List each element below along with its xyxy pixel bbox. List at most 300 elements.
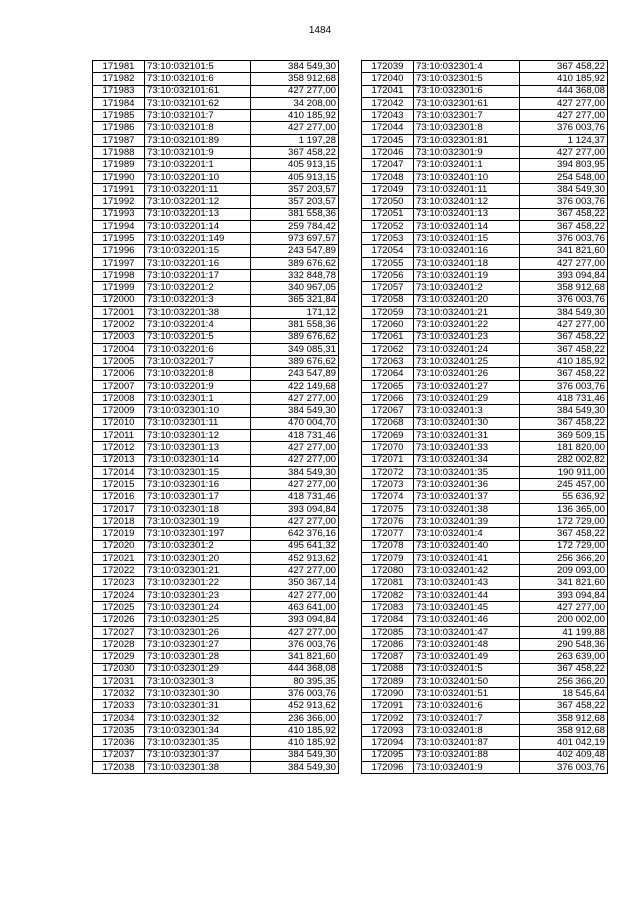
cadastral-number-cell: 73:10:032401:7 <box>414 712 520 724</box>
cadastral-number-cell: 73:10:032401:19 <box>414 270 520 282</box>
record-number-cell: 172080 <box>362 565 414 577</box>
value-cell: 254 548,00 <box>520 171 608 183</box>
table-row <box>362 602 608 614</box>
record-number-cell: 172053 <box>362 233 414 245</box>
table-row <box>362 220 608 232</box>
value-cell: 427 277,00 <box>520 319 608 331</box>
value-cell: 427 277,00 <box>520 257 608 269</box>
table-row <box>362 761 608 773</box>
cadastral-number-cell: 73:10:032401:22 <box>414 319 520 331</box>
record-number-cell: 172063 <box>362 356 414 368</box>
value-cell: 427 277,00 <box>251 589 339 601</box>
cadastral-number-cell: 73:10:032301:28 <box>145 651 251 663</box>
table-row <box>362 97 608 109</box>
table-row <box>93 245 339 257</box>
cadastral-number-cell: 73:10:032301:5 <box>414 73 520 85</box>
cadastral-number-cell: 73:10:032201:5 <box>145 331 251 343</box>
table-row <box>362 540 608 552</box>
table-row <box>93 393 339 405</box>
cadastral-number-cell: 73:10:032401:51 <box>414 688 520 700</box>
value-cell: 209 093,00 <box>520 565 608 577</box>
table-row <box>362 479 608 491</box>
table-row <box>362 405 608 417</box>
value-cell: 427 277,00 <box>251 515 339 527</box>
record-number-cell: 171986 <box>93 122 145 134</box>
value-cell: 376 003,76 <box>520 233 608 245</box>
table-row <box>362 356 608 368</box>
cadastral-number-cell: 73:10:032301:23 <box>145 589 251 601</box>
record-number-cell: 172075 <box>362 503 414 515</box>
table-row <box>93 417 339 429</box>
cadastral-number-cell: 73:10:032201:1 <box>145 159 251 171</box>
table-row <box>93 134 339 146</box>
value-cell: 384 549,30 <box>251 405 339 417</box>
cadastral-number-cell: 73:10:032401:26 <box>414 368 520 380</box>
cadastral-number-cell: 73:10:032401:20 <box>414 294 520 306</box>
value-cell: 427 277,00 <box>520 147 608 159</box>
cadastral-number-cell: 73:10:032401:3 <box>414 405 520 417</box>
value-cell: 243 547,89 <box>251 245 339 257</box>
record-number-cell: 172077 <box>362 528 414 540</box>
table-row <box>362 171 608 183</box>
table-row <box>93 331 339 343</box>
cadastral-number-cell: 73:10:032401:31 <box>414 429 520 441</box>
table-row <box>362 577 608 589</box>
table-row <box>362 589 608 601</box>
table-row <box>93 466 339 478</box>
table-row <box>93 147 339 159</box>
record-number-cell: 172009 <box>93 405 145 417</box>
cadastral-number-cell: 73:10:032301:15 <box>145 466 251 478</box>
cadastral-number-cell: 73:10:032301:25 <box>145 614 251 626</box>
record-number-cell: 172025 <box>93 602 145 614</box>
table-row <box>362 491 608 503</box>
value-cell: 181 820,00 <box>520 442 608 454</box>
record-number-cell: 172071 <box>362 454 414 466</box>
table-row <box>93 73 339 85</box>
table-row <box>93 503 339 515</box>
value-cell: 282 002,82 <box>520 454 608 466</box>
value-cell: 384 549,30 <box>251 761 339 773</box>
value-cell: 381 558,36 <box>251 208 339 220</box>
value-cell: 367 458,22 <box>520 61 608 73</box>
cadastral-number-cell: 73:10:032201:8 <box>145 368 251 380</box>
cadastral-number-cell: 73:10:032101:62 <box>145 97 251 109</box>
cadastral-number-cell: 73:10:032101:8 <box>145 122 251 134</box>
record-number-cell: 172005 <box>93 356 145 368</box>
table-row <box>362 565 608 577</box>
table-row <box>93 540 339 552</box>
table-row <box>362 331 608 343</box>
value-cell: 405 913,15 <box>251 159 339 171</box>
table-row <box>93 577 339 589</box>
table-row <box>93 220 339 232</box>
value-cell: 367 458,22 <box>520 417 608 429</box>
value-cell: 18 545,64 <box>520 688 608 700</box>
cadastral-number-cell: 73:10:032301:19 <box>145 515 251 527</box>
record-number-cell: 171995 <box>93 233 145 245</box>
table-row <box>362 73 608 85</box>
record-number-cell: 172068 <box>362 417 414 429</box>
cadastral-number-cell: 73:10:032301:7 <box>414 110 520 122</box>
table-row <box>93 61 339 73</box>
table-row <box>362 270 608 282</box>
cadastral-number-cell: 73:10:032201:13 <box>145 208 251 220</box>
record-number-cell: 172026 <box>93 614 145 626</box>
cadastral-number-cell: 73:10:032301:27 <box>145 638 251 650</box>
value-cell: 340 967,05 <box>251 282 339 294</box>
cadastral-number-cell: 73:10:032201:14 <box>145 220 251 232</box>
record-number-cell: 172083 <box>362 602 414 614</box>
record-number-cell: 172027 <box>93 626 145 638</box>
value-cell: 341 821,60 <box>520 577 608 589</box>
value-cell: 418 731,46 <box>251 491 339 503</box>
table-row <box>362 737 608 749</box>
record-number-cell: 172042 <box>362 97 414 109</box>
value-cell: 410 185,92 <box>251 725 339 737</box>
cadastral-number-cell: 73:10:032401:33 <box>414 442 520 454</box>
cadastral-number-cell: 73:10:032401:45 <box>414 602 520 614</box>
value-cell: 495 641,32 <box>251 540 339 552</box>
cadastral-number-cell: 73:10:032301:11 <box>145 417 251 429</box>
cadastral-number-cell: 73:10:032301:10 <box>145 405 251 417</box>
record-number-cell: 172073 <box>362 479 414 491</box>
cadastral-number-cell: 73:10:032401:50 <box>414 675 520 687</box>
value-cell: 389 676,62 <box>251 257 339 269</box>
left-data-table <box>92 60 339 774</box>
table-row <box>362 380 608 392</box>
value-cell: 427 277,00 <box>251 393 339 405</box>
value-cell: 341 821,60 <box>520 245 608 257</box>
cadastral-number-cell: 73:10:032401:49 <box>414 651 520 663</box>
value-cell: 463 641,00 <box>251 602 339 614</box>
record-number-cell: 172090 <box>362 688 414 700</box>
table-row <box>362 85 608 97</box>
cadastral-number-cell: 73:10:032201:6 <box>145 343 251 355</box>
cadastral-number-cell: 73:10:032401:35 <box>414 466 520 478</box>
value-cell: 263 639,00 <box>520 651 608 663</box>
value-cell: 80 395,35 <box>251 675 339 687</box>
table-row <box>93 306 339 318</box>
table-row <box>93 638 339 650</box>
cadastral-number-cell: 73:10:032401:23 <box>414 331 520 343</box>
cadastral-number-cell: 73:10:032301:13 <box>145 442 251 454</box>
table-row <box>93 368 339 380</box>
table-row <box>93 589 339 601</box>
record-number-cell: 172019 <box>93 528 145 540</box>
value-cell: 367 458,22 <box>520 368 608 380</box>
value-cell: 376 003,76 <box>520 380 608 392</box>
page-number: 1484 <box>308 25 332 36</box>
value-cell: 367 458,22 <box>520 663 608 675</box>
value-cell: 393 094,84 <box>520 589 608 601</box>
value-cell: 401 042,19 <box>520 737 608 749</box>
record-number-cell: 171994 <box>93 220 145 232</box>
value-cell: 393 094,84 <box>251 614 339 626</box>
record-number-cell: 172093 <box>362 725 414 737</box>
table-row <box>362 196 608 208</box>
value-cell: 427 277,00 <box>251 454 339 466</box>
record-number-cell: 172007 <box>93 380 145 392</box>
record-number-cell: 172092 <box>362 712 414 724</box>
table-row <box>362 688 608 700</box>
record-number-cell: 172001 <box>93 306 145 318</box>
cadastral-number-cell: 73:10:032401:34 <box>414 454 520 466</box>
value-cell: 427 277,00 <box>251 565 339 577</box>
cadastral-number-cell: 73:10:032401:87 <box>414 737 520 749</box>
table-row <box>362 245 608 257</box>
record-number-cell: 172039 <box>362 61 414 73</box>
table-row <box>362 638 608 650</box>
cadastral-number-cell: 73:10:032201:2 <box>145 282 251 294</box>
record-number-cell: 172015 <box>93 479 145 491</box>
table-row <box>93 663 339 675</box>
cadastral-number-cell: 73:10:032401:43 <box>414 577 520 589</box>
cadastral-number-cell: 73:10:032401:38 <box>414 503 520 515</box>
record-number-cell: 172082 <box>362 589 414 601</box>
value-cell: 243 547,89 <box>251 368 339 380</box>
record-number-cell: 172013 <box>93 454 145 466</box>
cadastral-number-cell: 73:10:032301:20 <box>145 552 251 564</box>
record-number-cell: 172006 <box>93 368 145 380</box>
table-row <box>93 380 339 392</box>
value-cell: 367 458,22 <box>520 220 608 232</box>
table-row <box>362 466 608 478</box>
record-number-cell: 172041 <box>362 85 414 97</box>
table-row <box>93 405 339 417</box>
table-row <box>93 85 339 97</box>
value-cell: 341 821,60 <box>251 651 339 663</box>
cadastral-number-cell: 73:10:032301:22 <box>145 577 251 589</box>
record-number-cell: 172067 <box>362 405 414 417</box>
value-cell: 358 912,68 <box>520 712 608 724</box>
table-row <box>362 233 608 245</box>
record-number-cell: 172086 <box>362 638 414 650</box>
record-number-cell: 172074 <box>362 491 414 503</box>
cadastral-number-cell: 73:10:032301:81 <box>414 134 520 146</box>
table-row <box>93 626 339 638</box>
record-number-cell: 172017 <box>93 503 145 515</box>
table-row <box>362 626 608 638</box>
record-number-cell: 172022 <box>93 565 145 577</box>
cadastral-number-cell: 73:10:032401:16 <box>414 245 520 257</box>
record-number-cell: 172088 <box>362 663 414 675</box>
cadastral-number-cell: 73:10:032401:41 <box>414 552 520 564</box>
record-number-cell: 172085 <box>362 626 414 638</box>
record-number-cell: 171987 <box>93 134 145 146</box>
cadastral-number-cell: 73:10:032101:89 <box>145 134 251 146</box>
value-cell: 384 549,30 <box>251 61 339 73</box>
record-number-cell: 172044 <box>362 122 414 134</box>
record-number-cell: 172049 <box>362 183 414 195</box>
cadastral-number-cell: 73:10:032401:42 <box>414 565 520 577</box>
record-number-cell: 172069 <box>362 429 414 441</box>
table-row <box>362 712 608 724</box>
value-cell: 384 549,30 <box>520 306 608 318</box>
table-row <box>362 183 608 195</box>
cadastral-number-cell: 73:10:032401:24 <box>414 343 520 355</box>
table-row <box>93 712 339 724</box>
value-cell: 358 912,68 <box>251 73 339 85</box>
value-cell: 367 458,22 <box>251 147 339 159</box>
record-number-cell: 172064 <box>362 368 414 380</box>
value-cell: 357 203,57 <box>251 196 339 208</box>
value-cell: 358 912,68 <box>520 282 608 294</box>
record-number-cell: 172062 <box>362 343 414 355</box>
table-row <box>362 159 608 171</box>
table-row <box>93 552 339 564</box>
table-row <box>93 319 339 331</box>
record-number-cell: 171982 <box>93 73 145 85</box>
record-number-cell: 172095 <box>362 749 414 761</box>
table-row <box>93 208 339 220</box>
record-number-cell: 172050 <box>362 196 414 208</box>
value-cell: 393 094,84 <box>520 270 608 282</box>
table-row <box>362 528 608 540</box>
record-number-cell: 171998 <box>93 270 145 282</box>
record-number-cell: 172020 <box>93 540 145 552</box>
table-row <box>93 675 339 687</box>
value-cell: 256 366,20 <box>520 552 608 564</box>
cadastral-number-cell: 73:10:032401:40 <box>414 540 520 552</box>
record-number-cell: 172034 <box>93 712 145 724</box>
record-number-cell: 172078 <box>362 540 414 552</box>
record-number-cell: 171984 <box>93 97 145 109</box>
value-cell: 427 277,00 <box>520 97 608 109</box>
value-cell: 393 094,84 <box>251 503 339 515</box>
value-cell: 405 913,15 <box>251 171 339 183</box>
table-row <box>93 528 339 540</box>
cadastral-number-cell: 73:10:032201:38 <box>145 306 251 318</box>
cadastral-number-cell: 73:10:032401:1 <box>414 159 520 171</box>
value-cell: 410 185,92 <box>520 356 608 368</box>
value-cell: 470 004,70 <box>251 417 339 429</box>
cadastral-number-cell: 73:10:032301:14 <box>145 454 251 466</box>
cadastral-number-cell: 73:10:032201:10 <box>145 171 251 183</box>
cadastral-number-cell: 73:10:032301:29 <box>145 663 251 675</box>
record-number-cell: 172081 <box>362 577 414 589</box>
value-cell: 256 366,20 <box>520 675 608 687</box>
record-number-cell: 172016 <box>93 491 145 503</box>
value-cell: 350 367,14 <box>251 577 339 589</box>
table-row <box>93 356 339 368</box>
record-number-cell: 171985 <box>93 110 145 122</box>
value-cell: 1 124,37 <box>520 134 608 146</box>
cadastral-number-cell: 73:10:032301:18 <box>145 503 251 515</box>
cadastral-number-cell: 73:10:032101:7 <box>145 110 251 122</box>
value-cell: 190 911,00 <box>520 466 608 478</box>
record-number-cell: 172004 <box>93 343 145 355</box>
table-row <box>93 565 339 577</box>
table-row <box>93 515 339 527</box>
cadastral-number-cell: 73:10:032401:9 <box>414 761 520 773</box>
table-row <box>93 725 339 737</box>
record-number-cell: 172084 <box>362 614 414 626</box>
cadastral-number-cell: 73:10:032301:30 <box>145 688 251 700</box>
value-cell: 444 368,08 <box>520 85 608 97</box>
record-number-cell: 172029 <box>93 651 145 663</box>
table-row <box>362 552 608 564</box>
record-number-cell: 172037 <box>93 749 145 761</box>
table-row <box>93 110 339 122</box>
record-number-cell: 172056 <box>362 270 414 282</box>
table-row <box>362 61 608 73</box>
record-number-cell: 172057 <box>362 282 414 294</box>
record-number-cell: 172030 <box>93 663 145 675</box>
table-row <box>362 122 608 134</box>
cadastral-number-cell: 73:10:032401:21 <box>414 306 520 318</box>
cadastral-number-cell: 73:10:032201:4 <box>145 319 251 331</box>
record-number-cell: 171990 <box>93 171 145 183</box>
value-cell: 136 365,00 <box>520 503 608 515</box>
record-number-cell: 172072 <box>362 466 414 478</box>
value-cell: 365 321,84 <box>251 294 339 306</box>
cadastral-number-cell: 73:10:032301:34 <box>145 725 251 737</box>
value-cell: 259 784,42 <box>251 220 339 232</box>
table-row <box>362 208 608 220</box>
record-number-cell: 171993 <box>93 208 145 220</box>
table-row <box>93 479 339 491</box>
cadastral-number-cell: 73:10:032301:38 <box>145 761 251 773</box>
cadastral-number-cell: 73:10:032201:12 <box>145 196 251 208</box>
record-number-cell: 171981 <box>93 61 145 73</box>
value-cell: 332 848,78 <box>251 270 339 282</box>
cadastral-number-cell: 73:10:032301:26 <box>145 626 251 638</box>
cadastral-number-cell: 73:10:032201:3 <box>145 294 251 306</box>
table-row <box>93 270 339 282</box>
record-number-cell: 172010 <box>93 417 145 429</box>
record-number-cell: 171989 <box>93 159 145 171</box>
table-row <box>93 737 339 749</box>
table-row <box>93 122 339 134</box>
value-cell: 422 149,68 <box>251 380 339 392</box>
value-cell: 384 549,30 <box>520 183 608 195</box>
record-number-cell: 172012 <box>93 442 145 454</box>
cadastral-number-cell: 73:10:032201:17 <box>145 270 251 282</box>
cadastral-number-cell: 73:10:032301:35 <box>145 737 251 749</box>
table-row <box>362 503 608 515</box>
value-cell: 394 803,95 <box>520 159 608 171</box>
table-row <box>362 282 608 294</box>
table-row <box>93 429 339 441</box>
record-number-cell: 172003 <box>93 331 145 343</box>
value-cell: 384 549,30 <box>251 466 339 478</box>
value-cell: 376 003,76 <box>520 122 608 134</box>
cadastral-number-cell: 73:10:032401:14 <box>414 220 520 232</box>
cadastral-number-cell: 73:10:032401:8 <box>414 725 520 737</box>
value-cell: 236 366,00 <box>251 712 339 724</box>
record-number-cell: 171992 <box>93 196 145 208</box>
table-row <box>362 429 608 441</box>
record-number-cell: 172040 <box>362 73 414 85</box>
table-row <box>93 761 339 773</box>
cadastral-number-cell: 73:10:032401:88 <box>414 749 520 761</box>
record-number-cell: 172002 <box>93 319 145 331</box>
table-row <box>93 442 339 454</box>
value-cell: 427 277,00 <box>251 479 339 491</box>
cadastral-number-cell: 73:10:032401:15 <box>414 233 520 245</box>
cadastral-number-cell: 73:10:032401:27 <box>414 380 520 392</box>
value-cell: 389 676,62 <box>251 356 339 368</box>
cadastral-number-cell: 73:10:032201:16 <box>145 257 251 269</box>
record-number-cell: 172048 <box>362 171 414 183</box>
table-row <box>93 700 339 712</box>
value-cell: 427 277,00 <box>251 122 339 134</box>
table-row <box>93 602 339 614</box>
value-cell: 1 197,28 <box>251 134 339 146</box>
table-row <box>362 368 608 380</box>
record-number-cell: 172033 <box>93 700 145 712</box>
